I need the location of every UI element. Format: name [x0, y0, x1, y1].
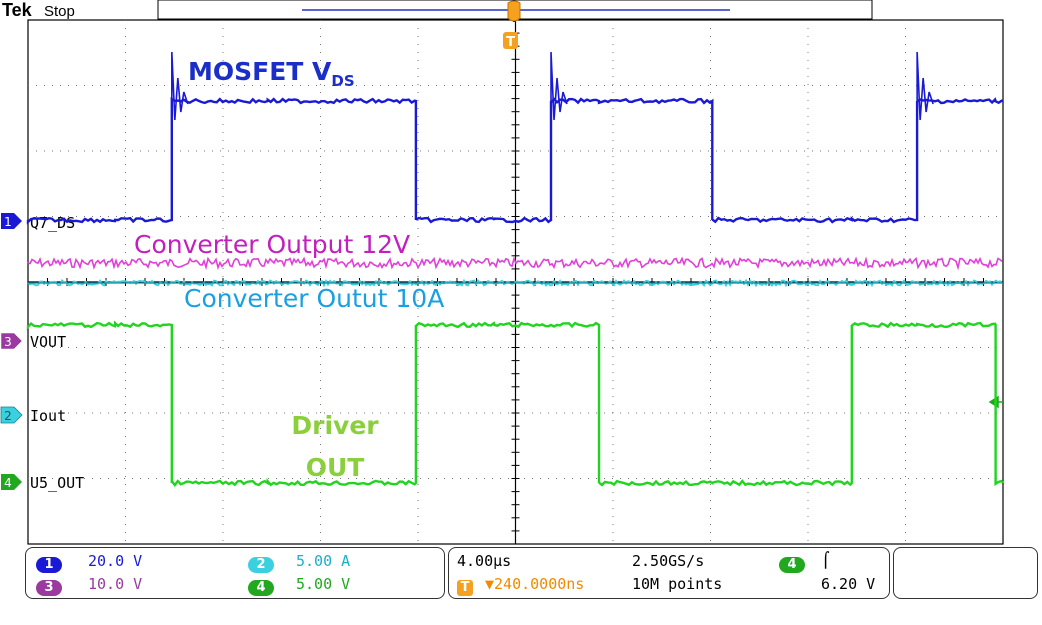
acquisition-panel [448, 547, 890, 599]
trigger-position-value[interactable]: ▼240.0000ns [485, 575, 585, 593]
svg-text:1: 1 [4, 215, 12, 229]
channel-4-label: U5_OUT [30, 474, 85, 492]
brand-logo: Tek [2, 0, 32, 20]
ch3-scale-value: 10.0 V [88, 575, 143, 593]
ch3-scale-badge[interactable]: 3 [36, 580, 62, 596]
channel-1-label: Q7_DS [30, 214, 76, 232]
annotation-converter-output: Converter Output 12V [134, 230, 411, 259]
trigger-position-marker [508, 1, 520, 21]
trigger-marker-label: T [506, 35, 515, 50]
ch1-scale-value: 20.0 V [88, 552, 143, 570]
record-length-value: 10M points [632, 575, 723, 593]
trigger-position-badge[interactable]: T [457, 580, 473, 596]
svg-text:4: 4 [4, 476, 12, 490]
annotation-mosfet-vds: MOSFET $V_{DS}$ [188, 57, 355, 90]
trigger-source-badge[interactable]: 4 [779, 557, 805, 573]
ch2-scale-value: 5.00 A [296, 552, 351, 570]
svg-text:2: 2 [4, 409, 12, 423]
ch2-scale-badge[interactable]: 2 [248, 557, 274, 573]
channel-3-label: VOUT [30, 333, 67, 351]
channel-scale-panel [25, 547, 445, 599]
extra-panel [893, 547, 1038, 599]
ch1-scale-badge[interactable]: 1 [36, 557, 62, 573]
sample-rate-value: 2.50GS/s [632, 552, 705, 570]
annotation-converter-current: Converter Outut 10A [184, 284, 445, 313]
annotation-driver-line1: Driver [291, 411, 379, 440]
trigger-slope-icon: ⌠ [821, 551, 831, 569]
annotation-driver-line2: OUT [305, 453, 365, 482]
channel-2-label: Iout [30, 407, 67, 425]
ch4-scale-badge[interactable]: 4 [248, 580, 274, 596]
svg-text:3: 3 [4, 335, 12, 349]
trigger-level-value[interactable]: 6.20 V [821, 575, 876, 593]
ch4-scale-value: 5.00 V [296, 575, 351, 593]
timebase-value[interactable]: 4.00µs [457, 552, 512, 570]
acquisition-state: Stop [44, 3, 75, 20]
